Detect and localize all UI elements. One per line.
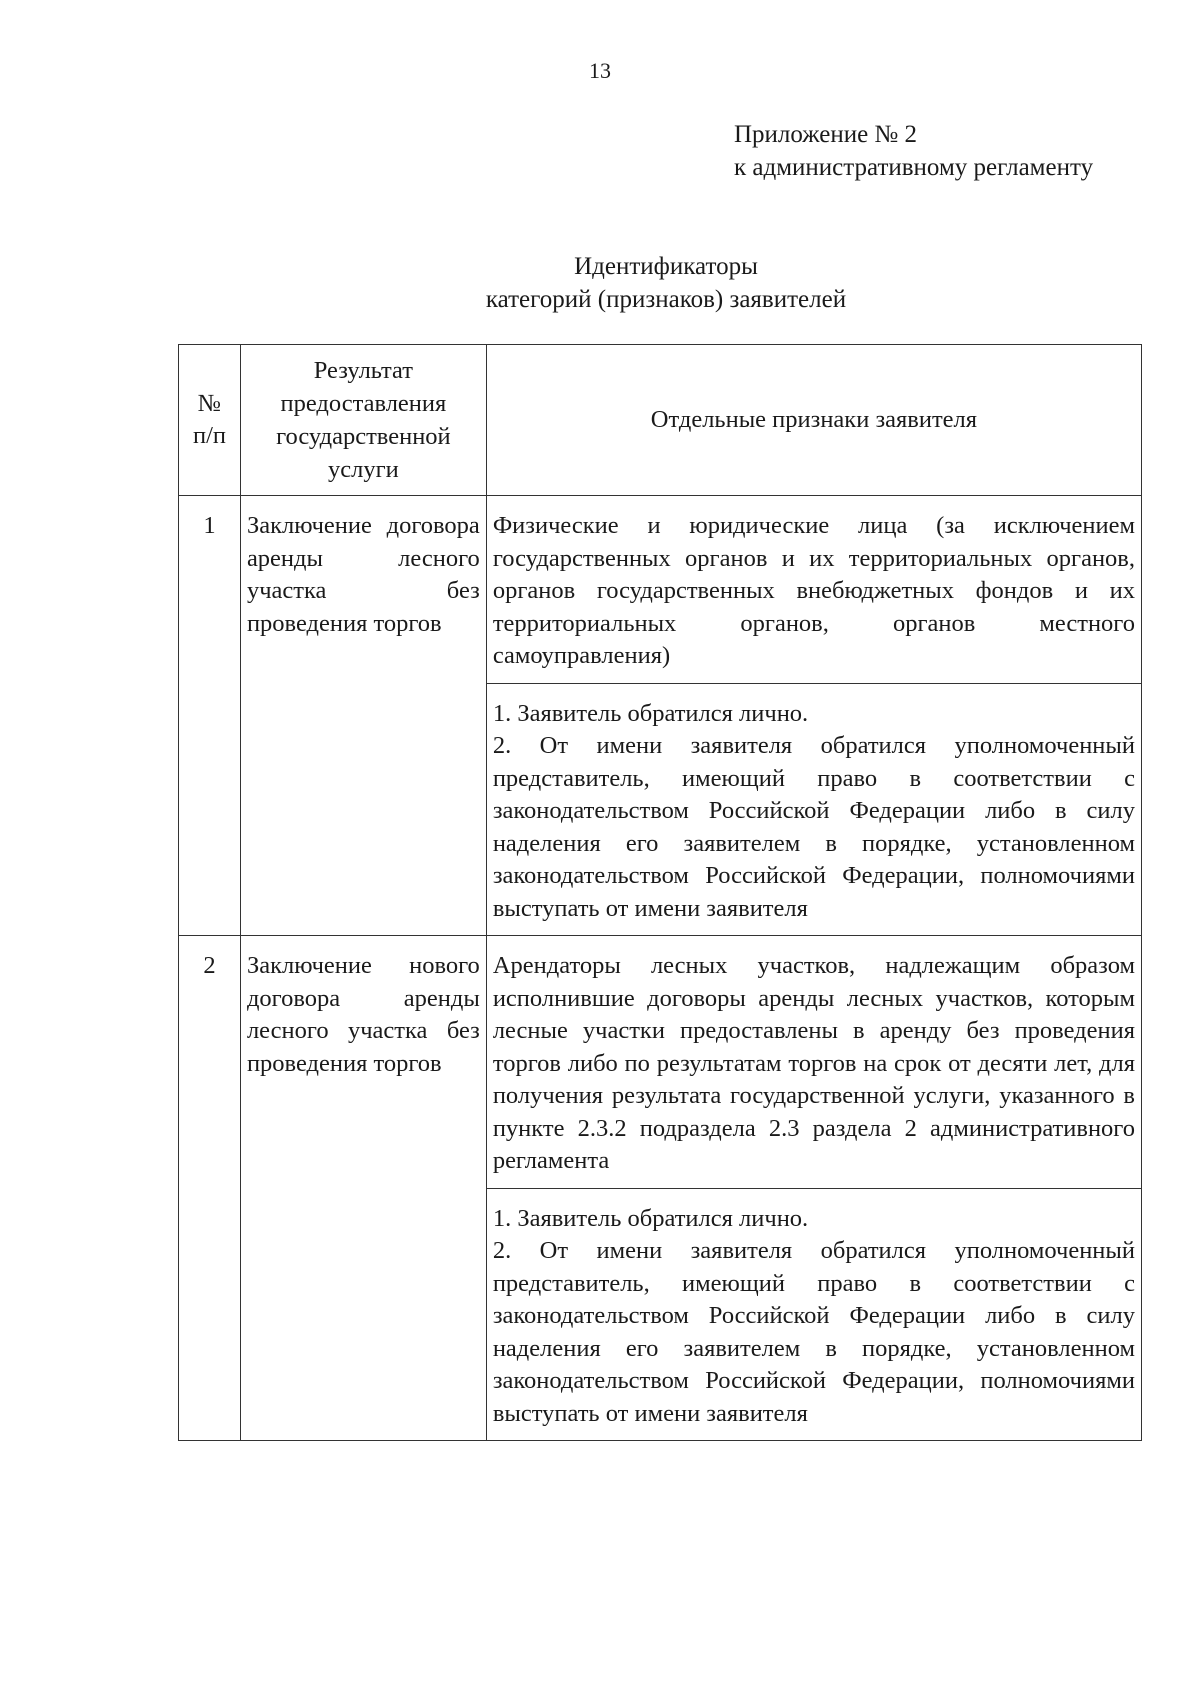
feature-line: 1. Заявитель обратился лично.	[492, 699, 809, 727]
appendix-line-2: к административному регламенту	[734, 154, 1094, 181]
table-header-row	[179, 345, 1142, 496]
feature-line: 1. Заявитель обратился лично.	[492, 1204, 809, 1232]
table-row	[179, 496, 1142, 684]
row-result: Заключение нового договора аренды лесного участка без проведения торгов	[240, 936, 486, 1441]
page-number: 13	[589, 58, 611, 83]
row-num: 2	[179, 936, 241, 1441]
row-feature	[486, 1188, 1141, 1441]
header-num: № п/п	[179, 345, 241, 496]
row-num: 1	[179, 496, 241, 936]
title-line-1: Идентификаторы	[574, 253, 758, 280]
row-result: Заключение договора аренды лесного участка без проведения торгов	[240, 496, 486, 936]
table-row	[179, 936, 1142, 1189]
document-title	[0, 250, 1200, 316]
row-feature	[486, 683, 1141, 936]
row-feature	[486, 936, 1141, 1189]
header-result: Результат предоставления государственной услуги	[240, 345, 486, 496]
identifiers-table	[178, 344, 1142, 1441]
feature-line: 2. От имени заявителя обратился уполномоченный представитель, имеющий право в соответствии с законодательством Российской Федерации либо в силу наделения его заявителем в порядке, установленном законодательством Российской Федерации, полномочиями выступать от имени заявителя	[492, 732, 1135, 922]
appendix-line-1: Приложение № 2	[734, 121, 918, 148]
title-line-2: категорий (признаков) заявителей	[485, 286, 847, 313]
feature-line: 2. От имени заявителя обратился уполномоченный представитель, имеющий право в соответствии с законодательством Российской Федерации либо в силу наделения его заявителем в порядке, установленном законодательством Российской Федерации, полномочиями выступать от имени заявителя	[492, 1237, 1135, 1427]
header-features: Отдельные признаки заявителя	[486, 345, 1141, 496]
appendix-reference	[734, 118, 1093, 184]
row-feature	[486, 496, 1141, 684]
feature-line: Физические и юридические лица (за исключением государственных органов и их территориальных органов, органов государственных внебюджетных фондов и их территориальных органов, органов местного самоуправления)	[492, 512, 1135, 669]
feature-line: Арендаторы лесных участков, надлежащим образом исполнившие договоры аренды лесных участков, которым лесные участки предоставлены в аренду без проведения торгов либо по результатам торгов на срок от десяти лет, для получения результата государственной услуги, указанного в пункте 2.3.2 подраздела 2.3 раздела 2 административного регламента	[492, 952, 1135, 1174]
